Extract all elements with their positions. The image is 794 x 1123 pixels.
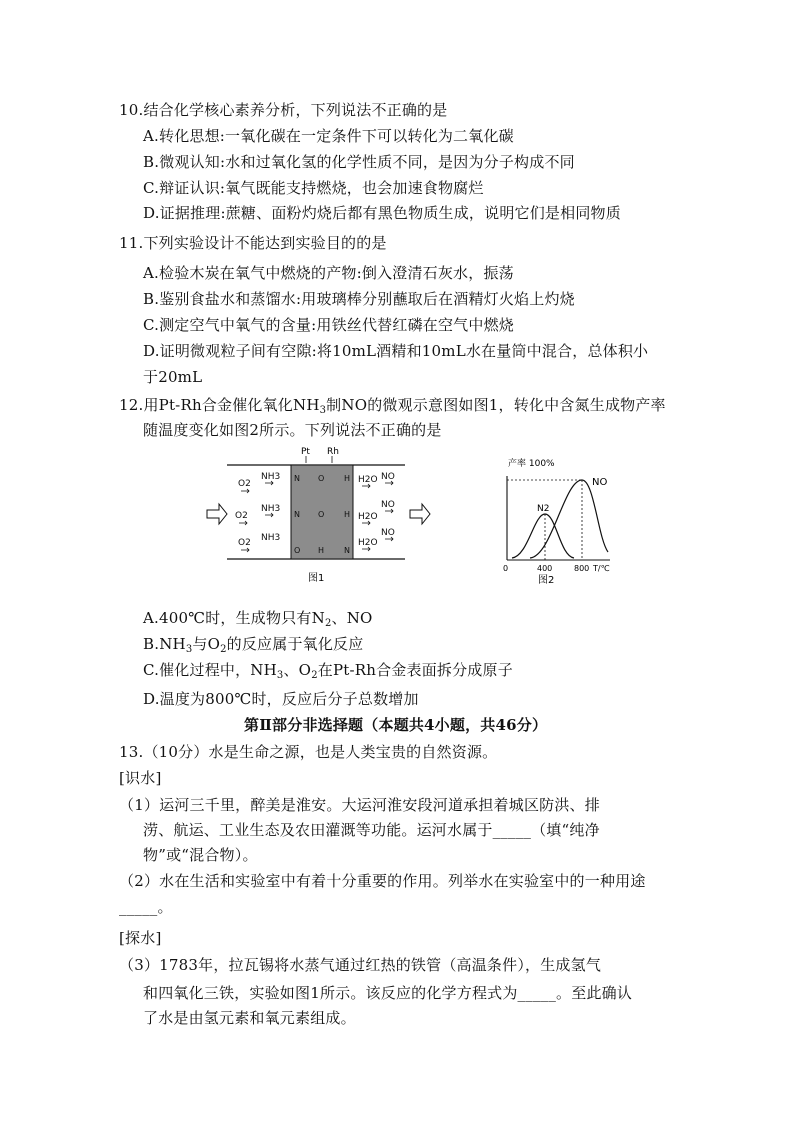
q12-option-c-sub2: 2 [311, 670, 318, 681]
atom-1: N [294, 474, 300, 483]
q11-option-d-cont: 于20mL [143, 368, 203, 386]
q12-nh: NH [293, 396, 320, 414]
q10-option-a: A.转化思想:一氧化碳在一定条件下可以转化为二氧化碳 [143, 127, 514, 145]
q13-section-2: [探水] [119, 929, 162, 947]
reactant-nh3-1: NH3 [261, 472, 281, 482]
product-no-2: NO [381, 500, 395, 510]
atom-3: H [344, 474, 351, 483]
reactant-nh3-2: NH3 [261, 504, 281, 514]
q11-option-d: D.证明微观粒子间有空隙:将10mL酒精和10mL水在量筒中混合，总体积小 [143, 342, 649, 360]
flow-arrow-icon [239, 521, 247, 525]
q12-option-c [143, 660, 513, 680]
q12-option-c-text3: 在Pt-Rh合金表面拆分成原子 [317, 661, 513, 679]
atom-2: O [318, 474, 325, 483]
q12-option-b-text2: 与O [192, 635, 221, 653]
atom-7: O [294, 546, 301, 555]
q12-stem [119, 395, 666, 415]
q12-option-b-text3: 的反应属于氧化反应 [226, 635, 364, 653]
fig2-no-label: NO [592, 477, 608, 488]
q11-option-b: B.鉴别食盐水和蒸馏水:用玻璃棒分别蘸取后在酒精灯火焰上灼烧 [143, 290, 575, 308]
q12-option-c-sub1: 3 [276, 670, 284, 681]
q12-option-a-text2: 、NO [331, 609, 373, 627]
q10-option-d: D.证据推理:蔗糖、面粉灼烧后都有黑色物质生成，说明它们是相同物质 [143, 204, 621, 222]
reactant-nh3-3: NH3 [261, 533, 281, 543]
q13-p1-line1: （1）运河三千里，醉美是淮安。大运河淮安段河道承担着城区防洪、排 [119, 796, 600, 814]
q12-option-b-sub1: 3 [185, 644, 193, 655]
atom-5: O [318, 510, 325, 519]
part2-title: 第Ⅱ部分非选择题（本题共4小题，共46分） [244, 716, 548, 734]
q12-stem-line2: 随温度变化如图2所示。下列说法不正确的是 [143, 421, 442, 439]
q12-option-a-text: A.400℃时，生成物只有N [143, 609, 325, 627]
q13-p1-line3: 物”或“混合物）。 [143, 846, 258, 864]
fig2-n2-label: N2 [537, 504, 550, 514]
product-h2o-1: H2O [358, 475, 378, 485]
rh-label: Rh [327, 447, 339, 457]
product-h2o-3: H2O [358, 538, 378, 548]
q10-stem: 10.结合化学核心素养分析，下列说法不正确的是 [119, 101, 448, 119]
reactant-o2-2: O2 [235, 511, 248, 521]
fig2-tick-400: 400 [537, 564, 553, 573]
q13-p2-line2: _____。 [119, 898, 173, 916]
flow-arrow-icon [241, 548, 249, 552]
figure-2-caption: 图2 [538, 575, 555, 586]
product-no-3: NO [381, 528, 395, 538]
fig2-tick-800: 800 [574, 564, 590, 573]
inlet-arrow-icon [207, 504, 227, 524]
q13-section-1: [识水] [119, 769, 162, 787]
fig2-tick-0: 0 [503, 564, 509, 573]
q12-stem-a: 12.用Pt-Rh合金催化氧化 [119, 396, 293, 414]
q13-p2-line1: （2）水在生活和实验室中有着十分重要的作用。列举水在实验室中的一种用途 [119, 872, 646, 890]
q13-p3-line3: 了水是由氢元素和氧元素组成。 [143, 1009, 356, 1027]
q11-option-a: A.检验木炭在氧气中燃烧的产物:倒入澄清石灰水，振荡 [143, 264, 514, 282]
q11-option-c: C.测定空气中氧气的含量:用铁丝代替红磷在空气中燃烧 [143, 316, 514, 334]
figure-2 [490, 452, 640, 587]
product-h2o-2: H2O [358, 512, 378, 522]
atom-9: N [344, 546, 350, 555]
q12-option-c-text: C.催化过程中，NH [143, 661, 277, 679]
reactant-o2-3: O2 [238, 538, 251, 548]
reactant-o2-1: O2 [238, 479, 251, 489]
figure-1 [205, 443, 445, 588]
q13-p3-line1: （3）1783年，拉瓦锡将水蒸气通过红热的铁管（高温条件），生成氢气 [119, 956, 602, 974]
q12-option-b-sub2: 2 [220, 644, 227, 655]
q12-sub3: 3 [319, 405, 327, 416]
q12-option-d: D.温度为800℃时，反应后分子总数增加 [143, 690, 419, 708]
atom-8: H [318, 546, 325, 555]
product-no-1: NO [381, 472, 395, 482]
figure-1-caption: 图1 [308, 573, 325, 584]
atom-4: N [294, 510, 300, 519]
q12-option-a [143, 608, 373, 628]
q13-stem: 13.（10分）水是生命之源，也是人类宝贵的自然资源。 [119, 743, 498, 761]
q10-option-c: C.辩证认识:氧气既能支持燃烧，也会加速食物腐烂 [143, 179, 484, 197]
q12-option-b [143, 634, 363, 654]
q13-p3-line2: 和四氧化三铁，实验如图1所示。该反应的化学方程式为_____。至此确认 [143, 984, 633, 1002]
q12-stem-b: 制NO的微观示意图如图1，转化中含氮生成物产率 [326, 396, 666, 414]
q12-option-a-sub: 2 [324, 618, 332, 629]
flow-arrow-icon [241, 489, 249, 493]
fig2-x-unit: T/℃ [593, 564, 610, 573]
fig2-ylabel: 产率 100% [508, 459, 555, 469]
q13-p1-line2: 涝、航运、工业生态及农田灌溉等功能。运河水属于_____（填“纯净 [143, 821, 600, 839]
q11-stem: 11.下列实验设计不能达到实验目的的是 [119, 234, 387, 252]
fig2-no-curve [530, 480, 608, 558]
q12-option-b-text: B.NH [143, 635, 186, 653]
q10-option-b: B.微观认知:水和过氧化氢的化学性质不同，是因为分子构成不同 [143, 153, 575, 171]
q12-option-c-text2: 、O [283, 661, 312, 679]
fig2-n2-curve [512, 514, 574, 558]
atom-6: H [344, 510, 351, 519]
outlet-arrow-icon [410, 504, 430, 524]
pt-label: Pt [301, 447, 310, 457]
